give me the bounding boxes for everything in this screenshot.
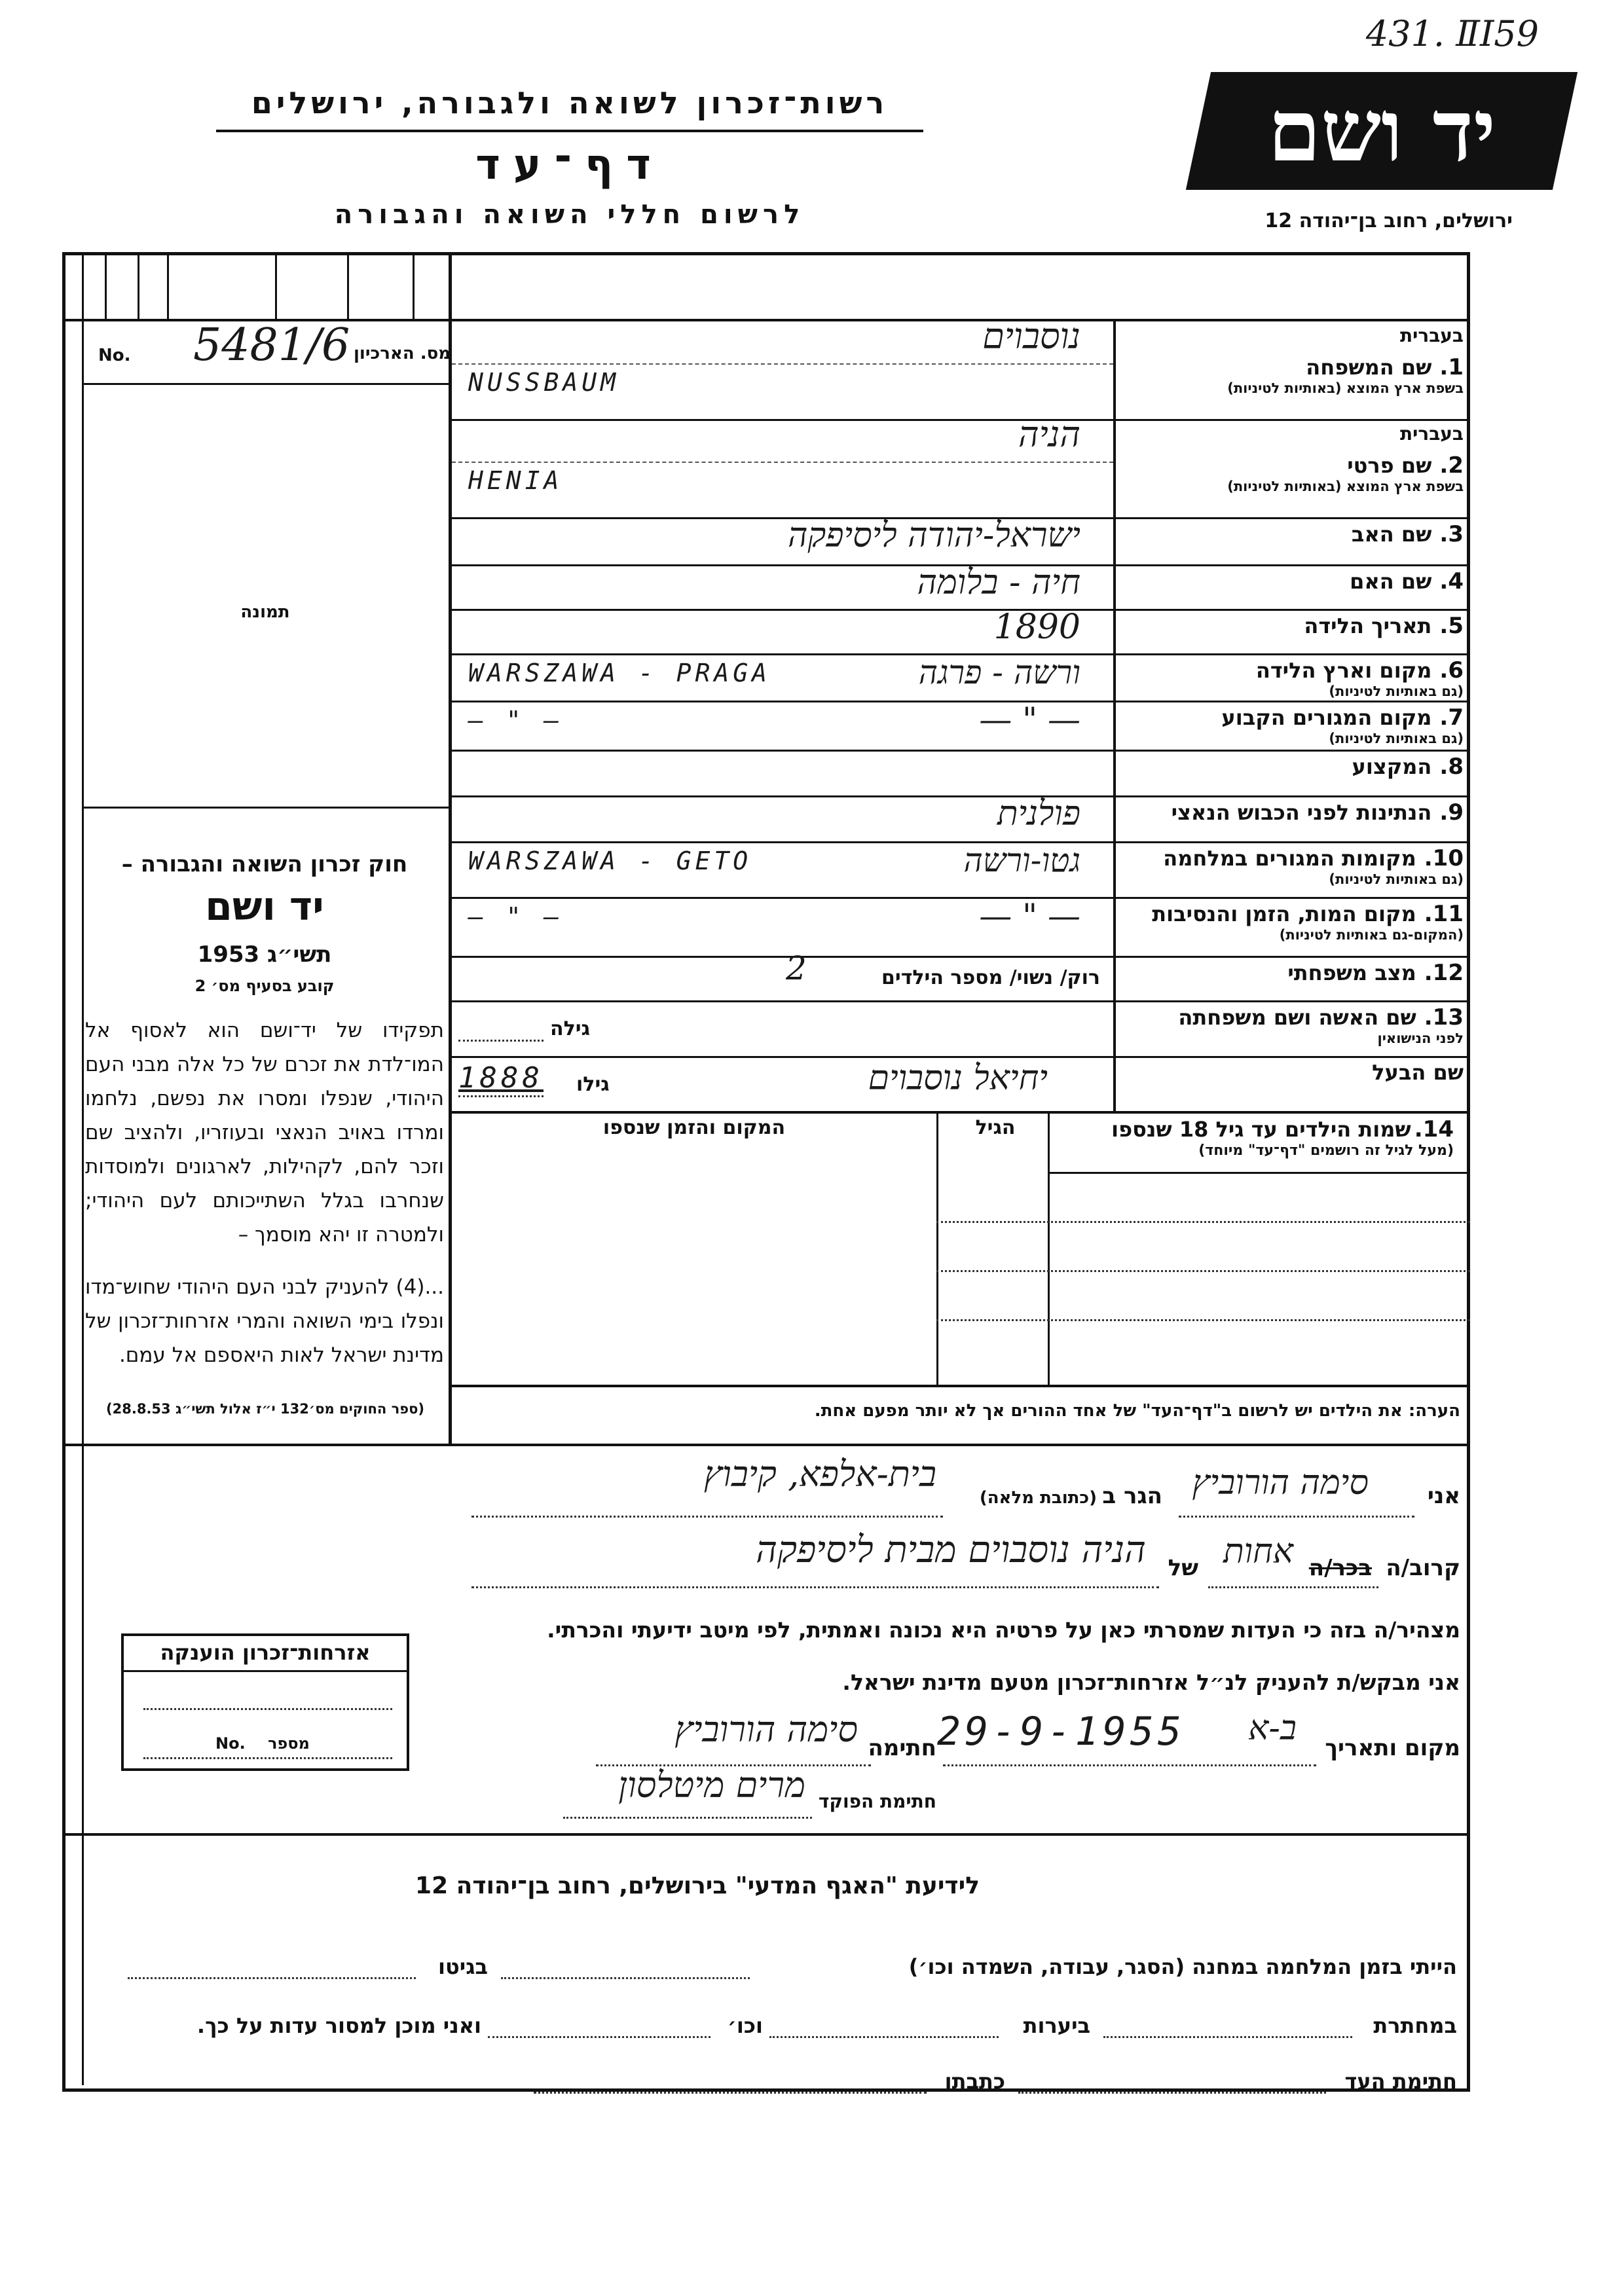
field-value-latin: NUSSBAUM <box>468 368 620 397</box>
citizenship-number-label: מספר <box>268 1734 310 1753</box>
law-citation: (ספר החוקים מס׳132 י״ז אלול תשי״ג 28.8.53) <box>106 1401 424 1417</box>
address-hint: (כתובת מלאה) <box>979 1488 1097 1508</box>
field-row-line <box>452 841 1470 843</box>
archive-corner-reference: 431. ⅡI59 <box>1365 13 1539 54</box>
children-num: 14. <box>1414 1116 1454 1142</box>
children-heading <box>1054 1116 1454 1159</box>
field-row-line <box>452 795 1470 797</box>
relation: אחות <box>1223 1532 1293 1571</box>
field-sub: לפני הנישואין <box>1377 1030 1464 1046</box>
witness-name-line <box>1179 1516 1414 1518</box>
camp-line <box>501 1977 750 1979</box>
field-row-line <box>452 897 1470 899</box>
yad-vashem-logo <box>1186 72 1578 190</box>
age-line <box>458 1040 544 1042</box>
witness-name: סימה הורוביץ <box>1192 1463 1369 1503</box>
field-num: 4. <box>1439 568 1464 594</box>
address-line <box>534 2092 927 2094</box>
signature: סימה הורוביץ <box>674 1709 858 1750</box>
photo-placeholder <box>85 386 445 805</box>
request: אני מבקש/ת להעניק לנ״ל אזרחות־זכרון מטעם מדינת ישראל. <box>842 1669 1460 1695</box>
form-title: דף־עד <box>475 141 664 189</box>
underground-label: במחתרת <box>1373 2013 1457 2038</box>
children-row-line <box>936 1221 1470 1223</box>
strip-divider <box>413 252 415 321</box>
field-sub: (גם באותיות לטיניות) <box>1329 683 1464 699</box>
field-num: 1. <box>1439 354 1464 380</box>
statement: מצהיר/ה בזה כי העדות שמסרתי כאן על פרטיה היא נכונה ואמתית, לפי מיטב ידיעתי והכרתי. <box>547 1617 1460 1643</box>
field-row-line <box>452 1000 1470 1002</box>
citizenship-title: אזרחות־זכרון הוענקה <box>160 1640 371 1665</box>
field-row-line <box>452 956 1470 958</box>
field-value-latin: HENIA <box>468 466 563 495</box>
field-sub-hebrew: בעברית <box>1399 423 1464 445</box>
field-printed-text: רוק/ נשוי/ מספר הילדים <box>881 966 1100 989</box>
field-label-text: שם האשה ושם משפחתה <box>1178 1005 1416 1030</box>
field-num: 2. <box>1439 452 1464 479</box>
signature-label: חתימה <box>868 1735 936 1761</box>
field-label-text: שם המשפחה <box>1306 355 1432 380</box>
children-head-line <box>1048 1172 1470 1174</box>
law-year: תשי״ג 1953 <box>197 941 332 968</box>
field-value: 1890 <box>993 608 1080 647</box>
authority-name: רשות־זכרון לשואה ולגבורה, ירושלים <box>251 85 889 120</box>
testify-label: ואני מוכן למסור עדות על כך. <box>196 2013 481 2038</box>
field-label-7 <box>1120 704 1464 746</box>
form-subtitle: לרשום חללי השואה והגבורה <box>334 200 805 230</box>
relative-label: קרוב/ה <box>1386 1555 1460 1581</box>
field-row-line <box>452 750 1470 752</box>
children-note: הערה: את הילדים יש לרשום ב"דף־העד" של אחד ההורים אך לא יותר מפעם אחת. <box>814 1401 1460 1421</box>
children-row-line <box>936 1319 1470 1321</box>
inspector-signature: מרים מיטלסון <box>618 1764 805 1806</box>
citizenship-box <box>121 1633 409 1771</box>
field-label-9 <box>1120 799 1464 826</box>
field-label-6 <box>1120 657 1464 699</box>
age-label: גילו <box>576 1073 610 1096</box>
field-num: 5. <box>1439 613 1464 639</box>
citizenship-title-line <box>124 1670 407 1672</box>
field-value: יחיאל נוסבוים <box>868 1059 1048 1098</box>
footer-top-line <box>62 1833 1470 1836</box>
law-clause: קובע בסעיף מס׳ 2 <box>194 977 335 995</box>
field-num: 3. <box>1439 521 1464 547</box>
field-num: 7. <box>1439 704 1464 731</box>
place: ב-א <box>1248 1709 1297 1748</box>
strip-divider <box>105 252 107 321</box>
etc-label: וכו׳ <box>727 2013 763 2038</box>
law-name: יד ושם <box>205 884 324 930</box>
field-label-text: מקום המות, הזמן והנסיבות <box>1152 902 1416 926</box>
address-label: כתבתו <box>944 2069 1005 2094</box>
strip-divider <box>167 252 169 321</box>
age-value: 1888 <box>458 1061 544 1095</box>
field-row-line <box>452 609 1470 611</box>
field-row-line <box>452 701 1470 702</box>
i-label: אני <box>1427 1483 1460 1509</box>
field-label-2 <box>1120 423 1464 494</box>
field-label-8 <box>1120 754 1464 780</box>
field-label-1 <box>1120 325 1464 396</box>
field-label-text: מקומות המגורים במלחמה <box>1163 846 1416 871</box>
photo-bottom-line <box>82 807 449 809</box>
law-title: חוק זכרון השואה והגבורה – <box>121 851 408 877</box>
field-value-hebrew: — " — <box>979 701 1080 738</box>
children-row-line <box>936 1270 1470 1272</box>
field-sub: (גם באותיות לטיניות) <box>1329 871 1464 887</box>
field-value-hebrew: נוסבוים <box>982 316 1080 357</box>
citizenship-no-label: No. <box>215 1734 246 1753</box>
field-label-text: שם האם <box>1350 569 1432 594</box>
resides-label: הגר ב <box>1102 1483 1162 1509</box>
relation-line <box>1208 1586 1378 1588</box>
forests-line <box>769 2036 999 2038</box>
field-row-line <box>452 1056 1470 1058</box>
field-split-line <box>452 462 1113 463</box>
field-num: 11. <box>1424 901 1464 927</box>
strip-divider <box>275 252 277 321</box>
field-label-text: תאריך הלידה <box>1304 613 1432 638</box>
field-label-text: שם פרטי <box>1347 453 1432 478</box>
field-label-13 <box>1120 1004 1464 1046</box>
field-value: חיה - בלומה <box>917 563 1080 602</box>
archive-no-label: No. <box>98 346 131 365</box>
date: 29-9-1955 <box>936 1709 1185 1755</box>
age-label: גילה <box>550 1017 590 1040</box>
declaration-top-line <box>62 1444 1470 1446</box>
field-num: 13. <box>1424 1004 1464 1030</box>
children-bottom-line <box>452 1385 1470 1387</box>
children-col-divider <box>936 1111 938 1386</box>
declaration <box>458 1453 1460 1823</box>
witness-sign-line <box>1018 2092 1326 2094</box>
field-num: 8. <box>1439 754 1464 780</box>
field-label-text: שם הבעל <box>1372 1060 1464 1085</box>
forests-label: ביערות <box>1023 2013 1090 2038</box>
field-value-hebrew: ורשה - פרגה <box>918 653 1080 691</box>
field-label-text: מצב משפחתי <box>1287 960 1416 985</box>
archive-label: מס. הארכיון <box>354 344 451 363</box>
logo-text: יד ושם <box>1267 81 1496 181</box>
field-num: 12. <box>1424 960 1464 986</box>
field-label-3 <box>1120 521 1464 547</box>
children-col-place: המקום והזמן שנספו <box>602 1116 786 1139</box>
deceased-name: הניה נוסבוים מבית ליסיפקה <box>756 1529 1146 1571</box>
of-label: של <box>1168 1555 1198 1581</box>
archive-row-line <box>82 383 449 385</box>
etc-line <box>488 2036 710 2038</box>
children-label: שמות הילדים עד גיל 18 שנספו <box>1111 1117 1411 1142</box>
witness-sign-label: חתימת העד <box>1344 2069 1457 2094</box>
children-sub: (מעל לגיל זה רושמים "דף־עד" מיוחד) <box>1198 1142 1454 1159</box>
field-label-text: מקום וארץ הלידה <box>1255 658 1432 683</box>
footer-title: לידיעת "האגף המדעי" בירושלים, רחוב בן־יהודה 12 <box>415 1872 980 1899</box>
archive-number: 5481/6 <box>193 319 350 371</box>
photo-label: תמונה <box>240 602 290 622</box>
field-num: 9. <box>1439 799 1464 826</box>
date-line <box>943 1764 1316 1766</box>
age-line <box>458 1095 544 1097</box>
citizenship-line <box>143 1708 392 1710</box>
field-label-5 <box>1120 613 1464 639</box>
witness-address: בית-אלפא, קיבוץ <box>703 1453 936 1495</box>
field-num: 10. <box>1424 845 1464 871</box>
deceased-line <box>471 1586 1159 1588</box>
underground-line <box>1103 2036 1352 2038</box>
field-value-hebrew: גטו-ורשה <box>963 841 1080 879</box>
field-label-11 <box>1120 901 1464 943</box>
field-value-latin: — " — <box>468 902 563 931</box>
place-date-label: מקום ותאריך <box>1325 1735 1460 1761</box>
field-sub-native: בשפת ארץ המוצא (באותיות לטיניות) <box>1227 380 1464 396</box>
ghetto-label: בגיטו <box>438 1954 488 1979</box>
field-value-latin: — " — <box>468 706 563 735</box>
field-label-4 <box>1120 568 1464 594</box>
field-value-hebrew: — " — <box>979 897 1080 935</box>
address-line <box>471 1516 943 1518</box>
children-col-age: הגיל <box>975 1116 1016 1139</box>
field-value: ישראל-יהודה ליסיפקה <box>787 516 1080 555</box>
children-count-value: 2 <box>786 949 807 987</box>
children-top-line <box>452 1111 1470 1114</box>
relative-printed: בכר/ה <box>1308 1555 1372 1581</box>
authority-underline <box>216 130 923 132</box>
address: ירושלים, רחוב בן־יהודה 12 <box>1264 210 1513 232</box>
children-col-divider <box>1048 1111 1050 1386</box>
strip-divider <box>347 252 349 321</box>
inspector-line <box>563 1817 812 1819</box>
law-paragraph-2: ...(4) להעניק לבני העם היהודי שחוש־מדו ונפלו בימי השואה והמרי אזרחות־זכרון של מדינת ישראל לאות היאספם אל עמם. <box>85 1275 444 1367</box>
field-value-latin: WARSZAWA - PRAGA <box>468 659 771 687</box>
ghetto-line <box>128 1977 416 1979</box>
label-column-divider <box>1113 319 1116 1111</box>
strip-divider <box>138 252 139 321</box>
field-label-14 <box>1120 1060 1464 1085</box>
strip-divider <box>82 252 84 2085</box>
inspector-label: חתימת הפוקד <box>818 1791 936 1812</box>
field-label-12 <box>1120 960 1464 986</box>
left-column-divider <box>449 252 452 1444</box>
field-split-line <box>452 363 1113 365</box>
law-sidebar <box>85 851 444 1372</box>
field-value-latin: WARSZAWA - GETO <box>468 847 752 875</box>
field-label-10 <box>1120 845 1464 887</box>
field-label-text: הנתינות לפני הכבוש הנאצי <box>1171 800 1432 825</box>
citizenship-number-line <box>143 1757 392 1759</box>
field-value: פולנית <box>997 794 1080 833</box>
field-row-line <box>452 419 1470 421</box>
field-sub-native: בשפת ארץ המוצא (באותיות לטיניות) <box>1227 479 1464 494</box>
camp-label: הייתי בזמן המלחמה במחנה (הסגר, עבודה, השמדה וכו׳) <box>908 1954 1457 1979</box>
field-sub: (גם באותיות לטיניות) <box>1329 731 1464 746</box>
field-sub: (המקום-גם באותיות לטיניות) <box>1279 927 1464 943</box>
field-label-text: המקצוע <box>1352 754 1432 779</box>
field-value-hebrew: הניה <box>1018 414 1080 455</box>
field-label-text: שם האב <box>1351 522 1432 547</box>
field-label-text: מקום המגורים הקבוע <box>1221 705 1432 730</box>
field-num: 6. <box>1439 657 1464 683</box>
law-paragraph-1: תפקידו של יד־ושם הוא לאסוף אל המו־לדת את זכרם של כל אלה מבני העם היהודי, שנפלו ומסרו את נפשם, נלחמו ומרדו באויב הנאצי ובעוזריו, ולהציב שם וזכר להם, לקהילות, לארגונים ולמוסדות שנחרבו בגלל השתייכותם לעם היהודי; ולמטרה זו יהא מוסמך – <box>85 1019 444 1247</box>
field-sub-hebrew: בעברית <box>1399 325 1464 346</box>
